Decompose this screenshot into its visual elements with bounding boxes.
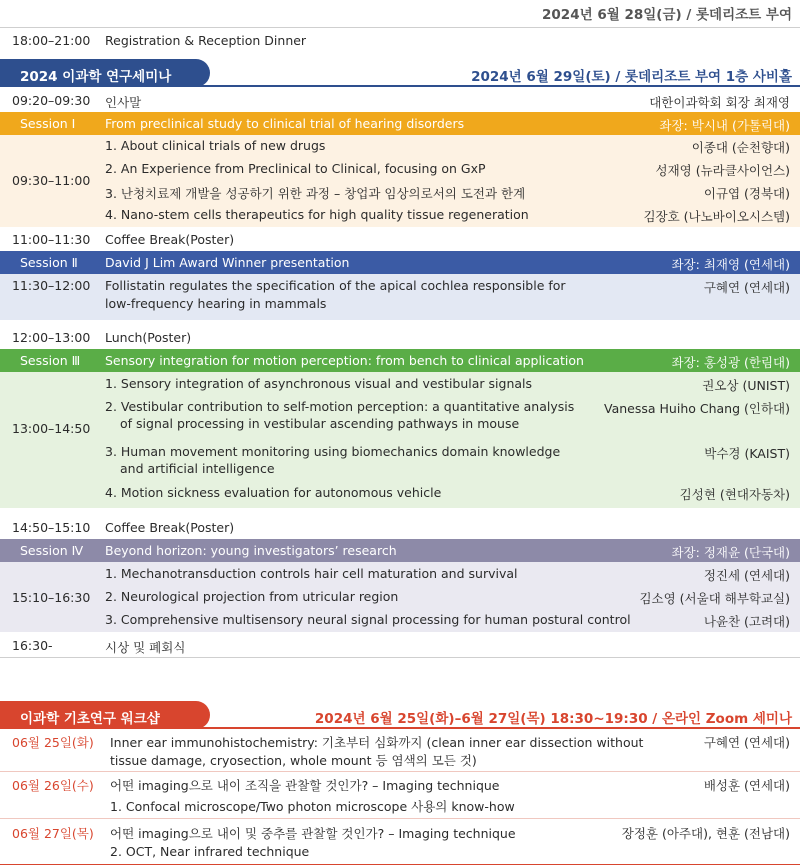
opening-time: 09:20–09:30 bbox=[12, 93, 91, 108]
registration-time: 18:00–21:00 bbox=[12, 33, 91, 48]
day1-date-line: 2024년 6월 28일(금) / 롯데리조트 부여 bbox=[542, 7, 792, 23]
break1-time: 11:00–11:30 bbox=[12, 232, 91, 247]
session4-speaker-2: 김소영 (서울대 해부학교실) bbox=[639, 591, 790, 606]
session3-talk-3b: and artificial intelligence bbox=[120, 461, 275, 476]
session2-talk-line1: Follistatin regulates the specification of the apical cochlea responsible for bbox=[105, 278, 566, 293]
session4-talk-3: 3. Comprehensive multisensory neural signal processing for human postural control bbox=[105, 612, 631, 627]
session2-speaker: 구혜연 (연세대) bbox=[703, 280, 790, 295]
session1-speaker-1: 이종대 (순천향대) bbox=[691, 140, 790, 155]
divider bbox=[0, 818, 800, 819]
session1-speaker-2: 성재영 (뉴라클사이언스) bbox=[655, 163, 790, 178]
opening-title: 인사말 bbox=[105, 95, 142, 110]
session3-speaker-3: 박수경 (KAIST) bbox=[704, 446, 790, 461]
divider bbox=[0, 657, 800, 658]
session3-talk-1: 1. Sensory integration of asynchronous visual and vestibular signals bbox=[105, 376, 533, 391]
session4-speaker-1: 정진세 (연세대) bbox=[703, 568, 790, 583]
seminar-badge bbox=[0, 59, 210, 87]
session1-title: From preclinical study to clinical trial of hearing disorders bbox=[105, 116, 465, 131]
session3-talk-4: 4. Motion sickness evaluation for autonomous vehicle bbox=[105, 485, 442, 500]
divider bbox=[0, 27, 800, 28]
break2-time: 14:50–15:10 bbox=[12, 520, 91, 535]
session4-talk-1: 1. Mechanotransduction controls hair cell maturation and survival bbox=[105, 566, 518, 581]
workshop-day3-date: 06월 27일(목) bbox=[12, 826, 94, 841]
opening-speaker: 대한이과학회 회장 최재영 bbox=[649, 95, 790, 110]
session3-time: 13:00–14:50 bbox=[12, 421, 91, 436]
workshop-day3-line1: 어떤 imaging으로 내이 및 중추를 관찰할 것인가? – Imaging technique bbox=[110, 826, 516, 841]
session3-speaker-4: 김성현 (현대자동차) bbox=[679, 487, 790, 502]
break1-title: Coffee Break(Poster) bbox=[105, 232, 235, 247]
session3-bar bbox=[0, 349, 800, 372]
closing-time: 16:30- bbox=[12, 638, 53, 653]
session1-chair: 좌장: 박시내 (가톨릭대) bbox=[659, 118, 790, 133]
session2-talk-line2: low-frequency hearing in mammals bbox=[105, 296, 327, 311]
session4-chair: 좌장: 정재윤 (단국대) bbox=[671, 545, 790, 560]
workshop-date-line: 2024년 6월 25일(화)–6월 27일(목) 18:30~19:30 / 온라인 Zoom 세미나 bbox=[314, 711, 792, 727]
session1-time: 09:30–11:00 bbox=[12, 173, 91, 188]
session3-title: Sensory integration for motion perception: from bench to clinical application bbox=[105, 353, 584, 368]
session1-speaker-3: 이규엽 (경북대) bbox=[703, 186, 790, 201]
session4-talk-2: 2. Neurological projection from utricular region bbox=[105, 589, 399, 604]
workshop-badge bbox=[0, 701, 210, 729]
session4-title: Beyond horizon: young investigators’ research bbox=[105, 543, 397, 558]
workshop-day2-line1: 어떤 imaging으로 내이 조직을 관찰할 것인가? – Imaging technique bbox=[110, 778, 500, 793]
session1-talk-2: 2. An Experience from Preclinical to Clinical, focusing on GxP bbox=[105, 161, 486, 176]
session3-talk-2a: 2. Vestibular contribution to self-motion perception: a quantitative analysis bbox=[105, 399, 575, 414]
session1-talk-4: 4. Nano-stem cells therapeutics for high quality tissue regeneration bbox=[105, 207, 529, 222]
registration-title: Registration & Reception Dinner bbox=[105, 33, 307, 48]
session1-speaker-4: 김장호 (나노바이오시스템) bbox=[643, 209, 790, 224]
workshop-day3-speaker: 장정훈 (아주대), 현훈 (전남대) bbox=[621, 826, 790, 841]
session3-chair: 좌장: 홍성광 (한림대) bbox=[671, 355, 790, 370]
workshop-day2-speaker: 배성훈 (연세대) bbox=[703, 778, 790, 793]
workshop-day3-line2: 2. OCT, Near infrared technique bbox=[110, 844, 310, 859]
session4-speaker-3: 나윤찬 (고려대) bbox=[703, 614, 790, 629]
session1-label: Session Ⅰ bbox=[20, 116, 76, 131]
closing-title: 시상 및 폐회식 bbox=[105, 640, 186, 655]
session3-speaker-2: Vanessa Huiho Chang (인하대) bbox=[604, 401, 790, 416]
lunch-time: 12:00–13:00 bbox=[12, 330, 91, 345]
session3-speaker-1: 권오상 (UNIST) bbox=[702, 378, 790, 393]
session1-bar bbox=[0, 112, 800, 135]
break2-title: Coffee Break(Poster) bbox=[105, 520, 235, 535]
workshop-badge-label: 이과학 기초연구 워크샵 bbox=[20, 711, 160, 727]
session4-label: Session Ⅳ bbox=[20, 543, 84, 558]
seminar-date-line: 2024년 6월 29일(토) / 롯데리조트 부여 1층 사비홀 bbox=[471, 69, 792, 85]
session3-talk-2b: of signal processing in vestibular ascending pathways in mouse bbox=[120, 416, 520, 431]
session4-time: 15:10–16:30 bbox=[12, 590, 91, 605]
workshop-day1-line1: Inner ear immunohistochemistry: 기초부터 심화까지 (clean inner ear dissection without bbox=[110, 735, 644, 750]
workshop-day2-date: 06월 26일(수) bbox=[12, 778, 94, 793]
workshop-day1-speaker: 구혜연 (연세대) bbox=[703, 735, 790, 750]
session4-bar bbox=[0, 539, 800, 562]
session2-title: David J Lim Award Winner presentation bbox=[105, 255, 350, 270]
session2-time: 11:30–12:00 bbox=[12, 278, 91, 293]
lunch-title: Lunch(Poster) bbox=[105, 330, 192, 345]
session1-talk-1: 1. About clinical trials of new drugs bbox=[105, 138, 326, 153]
divider bbox=[0, 864, 800, 865]
workshop-day1-line2: tissue damage, cryosection, whole mount 등 염색의 모든 것) bbox=[110, 753, 477, 768]
divider bbox=[0, 771, 800, 772]
session1-talk-3: 3. 난청치료제 개발을 성공하기 위한 과정 – 창업과 임상의로서의 도전과 한계 bbox=[105, 186, 526, 201]
session2-bar bbox=[0, 251, 800, 274]
workshop-day1-date: 06월 25일(화) bbox=[12, 735, 94, 750]
session3-label: Session Ⅲ bbox=[20, 353, 81, 368]
workshop-day2-line2: 1. Confocal microscope/Two photon microscope 사용의 know-how bbox=[110, 799, 515, 814]
session3-talk-3a: 3. Human movement monitoring using biomechanics domain knowledge bbox=[105, 444, 561, 459]
session2-chair: 좌장: 최재영 (연세대) bbox=[671, 257, 790, 272]
session2-label: Session Ⅱ bbox=[20, 255, 78, 270]
seminar-badge-label: 2024 이과학 연구세미나 bbox=[20, 69, 172, 85]
